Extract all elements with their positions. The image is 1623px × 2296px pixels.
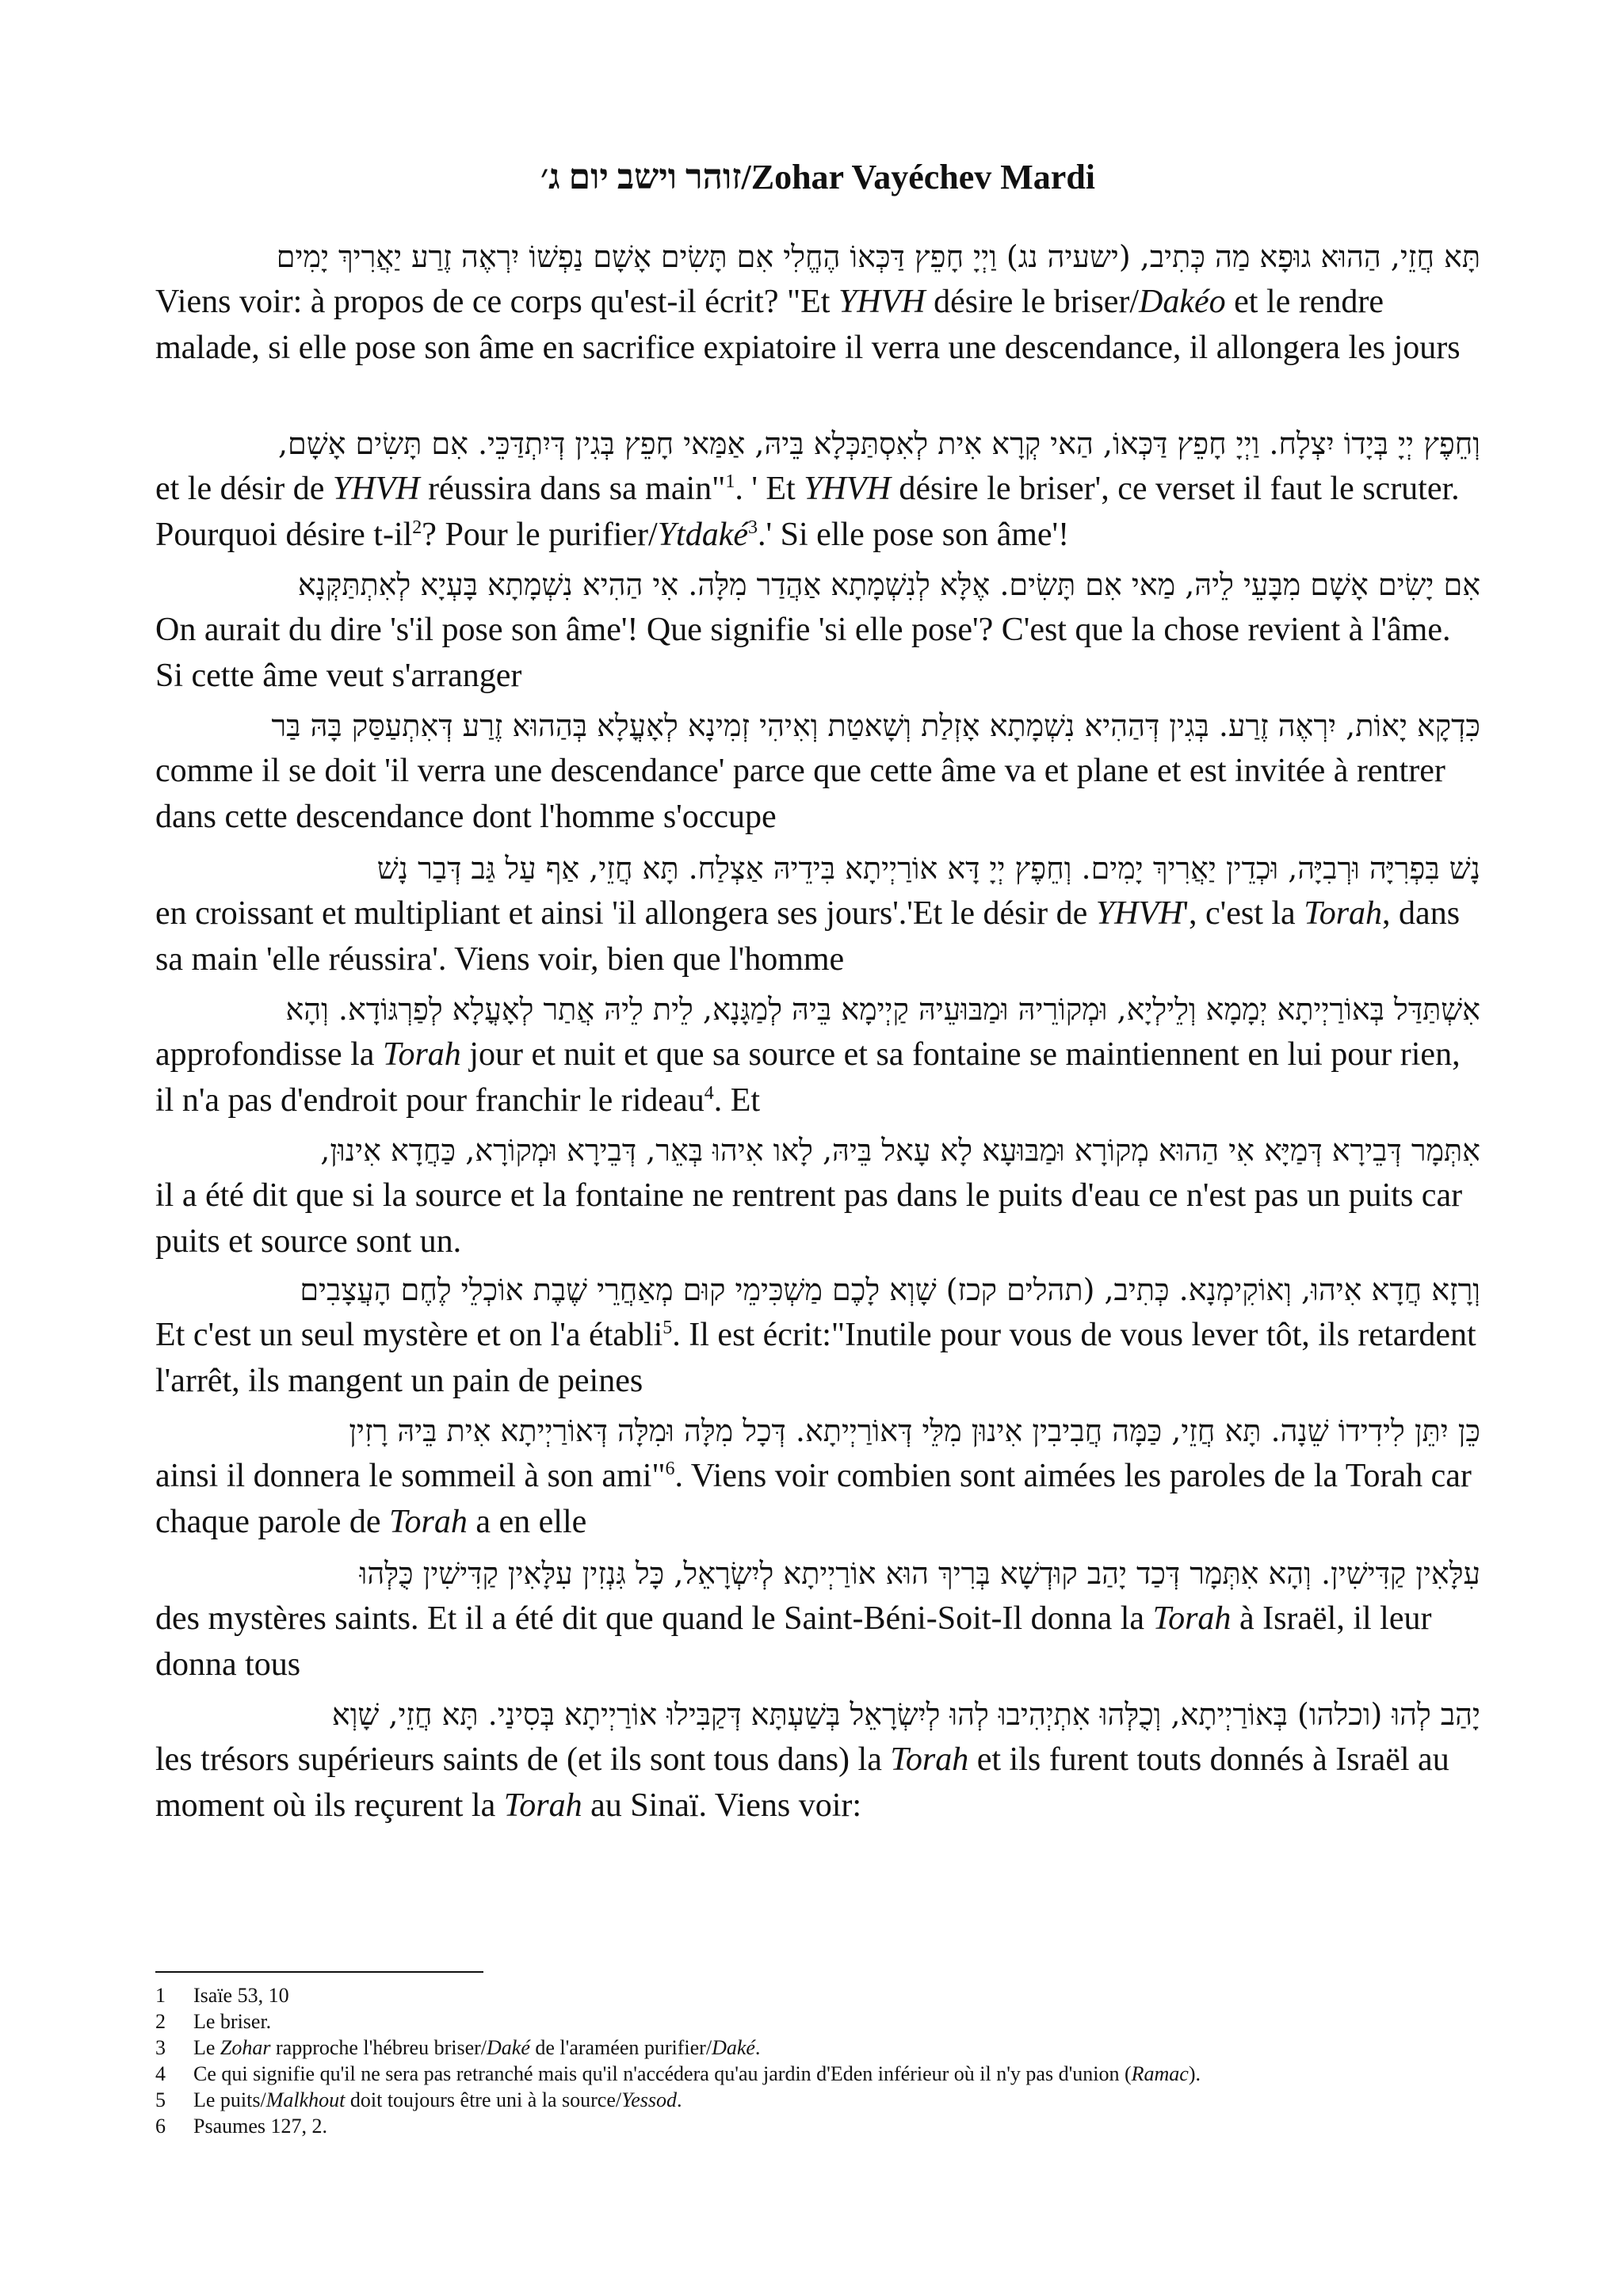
italic-term: Daké xyxy=(487,2036,530,2059)
text-run: Et c'est un seul mystère et on l'a établi xyxy=(155,1317,663,1353)
footnote-number: 2 xyxy=(155,2010,166,2033)
footnote-item xyxy=(155,2008,1480,2035)
footnote-item xyxy=(155,2087,1480,2113)
french-translation xyxy=(155,607,1480,699)
hebrew-text: יָהַב לְהוּ (וכלהו) בְּאוֹרַיְיתָא, וְכֻלְּהוּ אִתְיְהִיבוּ לְהוּ לְיִשְׂרָאֵל בְּשַׁעְתָּא דְּקַבִּילוּ אוֹרַיְיתָא בְּסִינַי. תָּא חֲזֵי, שָׁוְא xyxy=(331,1697,1480,1732)
paragraph-block xyxy=(155,1692,1480,1829)
hebrew-text: כֵּן יִתֵּן לִידִידוֹ שֵׁנָה. תָּא חֲזֵי, כַּמָּה חֲבִיבִין אִינוּן מִלֵּי דְּאוֹרַיְיתָא. דְּכָל מִלָּה וּמִלָּה דְּאוֹרַיְיתָא אִית בֵּיהּ רָזִין xyxy=(349,1413,1480,1448)
hebrew-text: וְחֵפֶץ יְיָ בְּיָדוֹ יִצְלָח. וַיְיָ חָפֵץ דַּכְּאוֹ, הַאי קְרָא אִית לְאִסְתַּכְּלָא בֵּיהּ, אַמַּאי חָפֵץ בְּגִין דְּיִתְדַּכֵּי. אִם תָּשִׂים אָשָׁם, xyxy=(277,426,1480,461)
text-run: Le briser. xyxy=(193,2010,272,2033)
footnote-separator xyxy=(155,1971,483,1973)
french-translation xyxy=(155,891,1480,982)
paragraph-block xyxy=(155,1551,1480,1688)
hebrew-text: כִּדְקָא יָאוֹת, יִרְאֶה זֶרַע. בְּגִין דְּהַהִיא נִשְׁמָתָא אָזְלַת וְשָׁאטַת וְאִיהִי זְמִינָא לְאָעֳלָא בְּהַהוּא זֶרַע דְּאִתְעַסַּק בָּהּ בַּר xyxy=(271,708,1480,743)
text-run: désire le briser', ce verset il faut le scruter. Pourquoi désire t-il xyxy=(155,471,1460,553)
paragraph-block xyxy=(155,846,1480,982)
paragraph-block xyxy=(155,1268,1480,1404)
text-run: ', c'est la xyxy=(1182,895,1304,932)
hebrew-text: אִשְׁתַּדַּל בְּאוֹרַיְיתָא יְמָמָא וְלֵילְיָא, וּמְקוֹרֵיהּ וּמַבּוּעֵיהּ קַיְימָא בֵּיהּ לְמַגָּנָא, לֵית לֵיהּ אֲתַר לְאָעֳלָא לְפַרְגּוֹדָא. וְהָא xyxy=(285,992,1480,1027)
text-run: et le désir de xyxy=(155,471,333,507)
italic-term: Torah xyxy=(382,1036,461,1073)
italic-term: Zohar xyxy=(220,2036,271,2059)
footnote-number: 6 xyxy=(155,2115,166,2138)
footnote-number: 5 xyxy=(155,2088,166,2111)
hebrew-text: נָשׁ בִּפְרִיָּה וּרְבִיָּה, וּכְדֵין יַאֲרִיךְ יָמִים. וְחֵפֶץ יְיָ דָּא אוֹרַיְיתָא בִּידֵיהּ אַצְלַח. תָּא חֲזֵי, אַף עַל גַּב דְּבַר נָשׁ xyxy=(376,851,1480,886)
footnote-number: 1 xyxy=(155,1984,166,2007)
french-translation xyxy=(155,466,1480,558)
footnote-text xyxy=(193,2061,1201,2087)
text-run: et ils furent touts donnés à Israël au moment où ils reçurent la xyxy=(155,1741,1449,1824)
french-translation xyxy=(155,1312,1480,1404)
text-run: doit toujours être uni à la source/ xyxy=(345,2088,622,2111)
footnote-ref: 3 xyxy=(748,517,758,538)
footnote-text xyxy=(193,2035,760,2061)
text-run: Le puits/ xyxy=(193,2088,266,2111)
footnote-item xyxy=(155,1982,1480,2008)
text-run: réussira dans sa main" xyxy=(419,471,726,507)
text-run: On aurait du dire 's'il pose son âme'! Que signifie 'si elle pose'? C'est que la chose revient à l'âme. Si cette âme veut s'arranger xyxy=(155,612,1451,694)
text-run: . Et xyxy=(713,1082,761,1119)
footnote-text xyxy=(193,2008,271,2035)
footnote-item xyxy=(155,2035,1480,2061)
text-run: les trésors supérieurs saints de (et ils sont tous dans) la xyxy=(155,1741,891,1778)
italic-term: Torah xyxy=(1152,1600,1232,1637)
italic-term: YHVH xyxy=(332,471,420,507)
french-translation xyxy=(155,1737,1480,1829)
text-run: en croissant et multipliant et ainsi 'il allongera ses jours'.'Et le désir de xyxy=(155,895,1096,932)
hebrew-text: אִתְּמָר דְּבֵירָא דְּמַיָּא אִי הַהוּא מְקוֹרָא וּמַבּוּעָא לָא עָאל בֵּיהּ, לָאו אִיהוּ בְּאֵר, דְּבֵירָא וּמְקוֹרָא, כַּחֲדָא אִינוּן, xyxy=(320,1133,1480,1168)
footnote-item xyxy=(155,2113,1480,2139)
text-run: . ' Et xyxy=(735,471,804,507)
footnotes xyxy=(155,1982,1480,2139)
italic-term: Ytdaké xyxy=(657,517,749,553)
text-run: approfondisse la xyxy=(155,1036,383,1073)
italic-term: Daké xyxy=(712,2036,755,2059)
footnote-ref: 1 xyxy=(725,471,735,492)
text-run: Ce qui signifie qu'il ne sera pas retranché mais qu'il n'accédera qu'au jardin d'Eden inférieur où il n'y pas d'union ( xyxy=(193,2062,1132,2085)
paragraph-block xyxy=(155,421,1480,558)
text-run: à Israël, il leur donna tous xyxy=(155,1600,1432,1683)
page-title xyxy=(155,155,1480,200)
footnote-ref: 2 xyxy=(412,517,422,538)
text-run: . Il est écrit:"Inutile pour vous de vous lever tôt, ils retardent l'arrêt, ils mangent un pain de peines xyxy=(155,1317,1476,1399)
italic-term: Ramac xyxy=(1131,2062,1189,2085)
italic-term: YHVH xyxy=(838,284,926,320)
italic-term: Malkhout xyxy=(265,2088,346,2111)
text-run: ). xyxy=(1188,2062,1201,2085)
text-run: et le rendre malade, si elle pose son âme en sacrifice expiatoire il verra une descendance, il allongera les jours xyxy=(155,284,1461,366)
text-run: . xyxy=(754,2036,761,2059)
french-translation xyxy=(155,1596,1480,1688)
paragraph-block xyxy=(155,563,1480,699)
footnote-text xyxy=(193,2087,682,2113)
french-translation xyxy=(155,1173,1480,1264)
text-run: ? Pour le purifier/ xyxy=(422,517,658,553)
text-run: Isaïe 53, 10 xyxy=(193,1984,289,2007)
title-hebrew: זוהר וישב יום ג׳ xyxy=(540,158,742,196)
french-translation xyxy=(155,279,1480,371)
italic-term: Torah xyxy=(389,1504,468,1540)
italic-term: YHVH xyxy=(804,471,891,507)
title-latin: /Zohar Vayéchev Mardi xyxy=(741,158,1096,196)
text-run: . Viens voir combien sont aimées les paroles de la Torah car chaque parole de xyxy=(155,1458,1472,1540)
text-run: il a été dit que si la source et la fontaine ne rentrent pas dans le puits d'eau ce n'est pas un puits car puits et source sont un. xyxy=(155,1177,1463,1260)
italic-term: Torah xyxy=(1304,895,1383,932)
footnote-number: 3 xyxy=(155,2036,166,2059)
hebrew-text: אִם יָשִׂים אָשָׁם מִבָּעֵי לֵיהּ, מַאי אִם תָּשִׂים. אֶלָּא לְנִשְׁמָתָא אַהֲדַר מִלָּה. אִי הַהִיא נִשְׁמָתָא בָּעְיָא לְאִתְתַּקְּנָא xyxy=(297,567,1480,602)
text-run: Le xyxy=(193,2036,220,2059)
italic-term: Torah xyxy=(890,1741,969,1778)
italic-term: Torah xyxy=(503,1787,582,1824)
text-run: . xyxy=(676,2088,682,2111)
text-run: a en elle xyxy=(467,1504,587,1540)
french-translation xyxy=(155,748,1480,840)
hebrew-text: וְרָזָא חֲדָא אִיהוּ, וְאוֹקִימְנָא. כְּתִיב, (תהלים קכז) שָׁוְא לָכֶם מַשְׁכִּימֵי קוּם מְאַחֲרֵי שֶׁבֶת אוֹכְלֵי לֶחֶם הָעֲצָבִים xyxy=(300,1272,1480,1307)
footnote-text xyxy=(193,1982,289,2008)
footnote-text xyxy=(193,2113,327,2139)
paragraph-block xyxy=(155,1409,1480,1545)
text-run: des mystères saints. Et il a été dit que quand le Saint-Béni-Soit-Il donna la xyxy=(155,1600,1153,1637)
text-run: comme il se doit 'il verra une descendance' parce que cette âme va et plane et est invitée à rentrer dans cette descendance dont l'homme s'occupe xyxy=(155,753,1445,835)
french-translation xyxy=(155,1453,1480,1545)
italic-term: Dakéo xyxy=(1139,284,1226,320)
text-run: , dans sa main 'elle réussira'. Viens voir, bien que l'homme xyxy=(155,895,1461,978)
text-run: ainsi il donnera le sommeil à son ami" xyxy=(155,1458,666,1494)
footnote-ref: 6 xyxy=(665,1459,675,1479)
footnote-ref: 5 xyxy=(663,1318,673,1338)
hebrew-text: עִלָּאִין קַדִּישִׁין. וְהָא אִתְּמָר דְּכַד יָהַב קוּדְשָׁא בְּרִיךְ הוּא אוֹרַיְיתָא לְיִשְׂרָאֵל, כָּל גִּנְזִין עִלָּאִין קַדִּישִׁין כֻּלְּהוּ xyxy=(359,1556,1480,1591)
footnote-number: 4 xyxy=(155,2062,166,2085)
paragraph-block xyxy=(155,1128,1480,1264)
paragraph-block xyxy=(155,987,1480,1123)
paragraph-block xyxy=(155,704,1480,840)
text-run: désire le briser/ xyxy=(925,284,1140,320)
french-translation xyxy=(155,1032,1480,1123)
text-run: rapproche l'hébreu briser/ xyxy=(270,2036,487,2059)
footnote-item xyxy=(155,2061,1480,2087)
italic-term: YHVH xyxy=(1095,895,1183,932)
text-run: Viens voir: à propos de ce corps qu'est-il écrit? "Et xyxy=(155,284,838,320)
text-run: de l'araméen purifier/ xyxy=(529,2036,712,2059)
text-run: Psaumes 127, 2. xyxy=(193,2115,327,2138)
paragraph-block xyxy=(155,235,1480,371)
text-run: au Sinaï. Viens voir: xyxy=(582,1787,862,1824)
footnote-ref: 4 xyxy=(704,1083,714,1104)
text-run: jour et nuit et que sa source et sa fontaine se maintiennent en lui pour rien, il n'a pas d'endroit pour franchir le rideau xyxy=(155,1036,1461,1119)
hebrew-text: תָּא חֲזֵי, הַהוּא גוּפָא מַה כְּתִיב, (ישעיה נג) וַיְיָ חָפֵץ דַּכְּאוֹ הֶחֱלִי אִם תָּשִׂים אָשָׁם נַפְשׁוֹ יִרְאֶה זֶרַע יַאֲרִיךְ יָמִים xyxy=(276,239,1480,274)
italic-term: Yessod xyxy=(621,2088,677,2111)
text-run: .' Si elle pose son âme'! xyxy=(758,517,1070,553)
